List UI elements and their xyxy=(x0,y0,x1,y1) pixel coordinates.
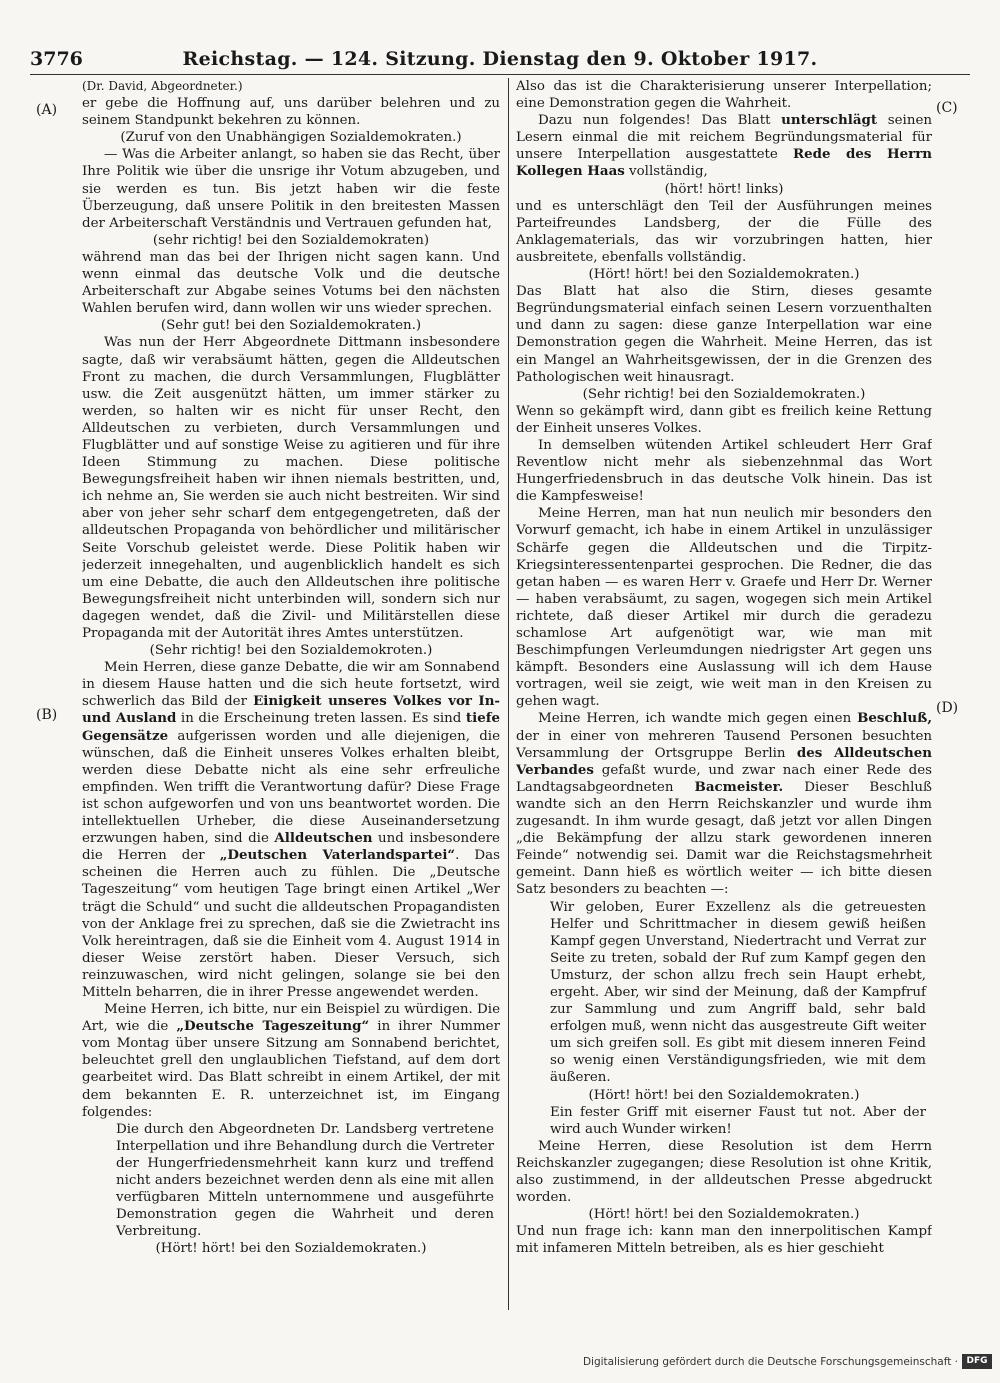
interjection: (Hört! hört! bei den Sozialdemokraten.) xyxy=(588,1087,860,1103)
interjection: (Sehr gut! bei den Sozialdemokraten.) xyxy=(160,318,422,334)
page-number: 3776 xyxy=(30,48,83,70)
text-run: Meine Herren, ich bitte, nur ein Beispiel zu würdigen. Die Art, wie die xyxy=(82,1002,500,1035)
interjection: (sehr richtig! bei den Sozialdemokraten) xyxy=(152,232,430,248)
text-run: vollständig, xyxy=(624,164,708,180)
text-run: seinen Lesern einmal die mit reichem Begründungsmaterial für unsere Interpellation ausgestattete xyxy=(516,113,932,163)
paragraph: und es unterschlägt den Teil der Ausführungen meines Parteifreundes Landsberg, der die Fülle des Anklagematerials, das wir vorzubringen hatten, hier ausbreitete, ebenfalls vollständig. xyxy=(516,198,932,265)
dfg-logo-icon: DFG xyxy=(962,1354,992,1369)
text-run: Mein Herren, diese ganze Debatte, die wir am Sonnabend in diesem Hause hatten und die sich heute fortsetzt, wird schwerlich das Bild der xyxy=(82,660,500,710)
emphasis: „Deutschen Vaterlandspartei“ xyxy=(219,847,456,864)
footer-credit: Digitalisierung gefördert durch die Deutsche Forschungsgemeinschaft · xyxy=(582,1356,958,1368)
emphasis: Alldeutschen xyxy=(274,830,373,847)
emphasis: „Deutsche Tageszeitung“ xyxy=(176,1018,370,1035)
interjection: (Sehr richtig! bei den Sozialdemokraten.) xyxy=(582,386,866,402)
paragraph: Meine Herren, man hat nun neulich mir besonders den Vorwurf gemacht, ich habe in einem Artikel in unzulässiger Schärfe gegen die Alldeutschen und die Tirpitz-Kriegsinteressentenpartei gesprochen. Die Redner, die das getan haben — es waren Herr v. Graefe und Herr Dr. Werner — haben verabsäumt, zu sagen, wogegen sich mein Artikel richtete, daß dieser Artikel mir durch die geradezu schamlose Art aufgenötigt war, wie man mit Beschimpfungen Verleumdungen niedrigster Art gegen uns kämpft. Besonders eine Auslassung will ich dem Hause vortragen, weil sie zeigt, wie weit man in den Kreisen zu gehen wagt. xyxy=(516,506,932,710)
text-run: Dieser Beschluß wandte sich an den Herrn Reichskanzler und wurde ihm zugesandt. In ihm wurde gesagt, daß jetzt vor allen Dingen „die Bekämpfung der allzu stark gewordenen inneren Feinde“ notwendig sei. Damit war die Reichstagsmehrheit gemeint. Dann hieß es wörtlich weiter — ich bitte diesen Satz besonders zu beachten —: xyxy=(516,779,932,898)
left-column xyxy=(82,78,500,1318)
text-run: Dazu nun folgendes! Das Blatt xyxy=(538,113,782,129)
interjection: (Hört! hört! bei den Sozialdemokraten.) xyxy=(588,1207,860,1223)
paragraph: In demselben wütenden Artikel schleudert Herr Graf Reventlow nicht mehr als siebenzehnmal das Wort Hungerfriedensbruch in das deutsche Volk hinein. Das ist die Kampfesweise! xyxy=(516,437,932,505)
text-run: aufgerissen worden und alle diejenigen, die wünschen, daß die Einheit unseres Volkes erhalten bleibt, werden diese Debatte nicht als eine sehr erfreuliche empfinden. Wen trifft die Verantwortung dafür? Diese Frage ist schon aufgeworfen und von uns beantwortet worden. Die intellektuellen Urheber, die diese Auseinandersetzung erzwungen haben, sind die xyxy=(82,728,500,847)
interjection: (hört! hört! links) xyxy=(664,181,784,197)
emphasis: Rede des Herrn Kollegen Haas xyxy=(516,146,932,180)
interjection: (Zuruf von den Unabhängigen Sozialdemokraten.) xyxy=(120,130,462,146)
paragraph xyxy=(516,710,932,898)
interjection: (Hört! hört! bei den Sozialdemokraten.) xyxy=(155,1241,427,1257)
text-run: und insbesondere die Herren der xyxy=(82,831,500,864)
block-quote: Die durch den Abgeordneten Dr. Landsberg vertretene Interpellation und ihre Behandlung durch die Vertreter der Hungerfriedensmehrheit kann kurz und treffend nicht anders bezeichnet werden denn als eine mit allen verfügbaren Mitteln unternommene und ausgeführte Demonstration gegen die Wahrheit und deren Verbreitung. xyxy=(116,1121,494,1240)
interjection: (Sehr richtig! bei den Sozialdemokroten.) xyxy=(149,643,433,659)
speaker-label: (Dr. David, Abgeordneter.) xyxy=(82,79,243,93)
interjection: (Hört! hört! bei den Sozialdemokraten.) xyxy=(588,267,860,283)
paragraph: — Was die Arbeiter anlangt, so haben sie das Recht, über Ihre Politik wie über die unsrige ihr Votum abzugeben, und sie werden es tun. Bis jetzt haben wir die feste Überzeugung, daß unsere Politik in den breitesten Massen der Arbeiterschaft Verständnis und Vertrauen gefunden hat, xyxy=(82,147,500,231)
margin-mark-a: (A) xyxy=(36,102,58,118)
paragraph: während man das bei der Ihrigen nicht sagen kann. Und wenn einmal das deutsche Volk und die deutsche Arbeiterschaft zur Abgabe seines Votums bei den nächsten Wahlen berufen wird, dann wollen wir uns wieder sprechen. xyxy=(82,249,500,317)
margin-mark-d: (D) xyxy=(936,700,959,716)
emphasis: Bacmeister. xyxy=(694,778,784,795)
paragraph: Das Blatt hat also die Stirn, dieses gesamte Begründungsmaterial einfach seinen Lesern vorzuenthalten und dann zu sagen: diese ganze Interpellation war eine Demonstration gegen die Wahrheit. Meine Herren, das ist ein Mangel an Wahrheitsgewissen, der in die Grenzen des Pathologischen weit hinausragt. xyxy=(516,284,932,385)
paragraph: Und nun frage ich: kann man den innerpolitischen Kampf mit infameren Mitteln betreiben, als es hier geschieht xyxy=(516,1224,932,1257)
margin-mark-b: (B) xyxy=(36,707,58,723)
page-header xyxy=(30,46,970,75)
block-quote: Ein fester Griff mit eiserner Faust tut not. Aber der wird auch Wunder wirken! xyxy=(550,1104,926,1137)
paragraph: er gebe die Hoffnung auf, uns darüber belehren und zu seinem Standpunkt bekehren zu können. xyxy=(82,96,500,129)
text-run: in ihrer Nummer vom Montag über unsere Sitzung am Sonnabend berichtet, beleuchtet grell den unglaublichen Tiefstand, auf dem dort gearbeitet wird. Das Blatt schreibt in einem Artikel, der mit dem bekannten E. R. unterzeichnet ist, im Eingang folgendes: xyxy=(82,1019,500,1120)
paragraph xyxy=(516,112,932,180)
emphasis: Einigkeit unseres Volkes vor In- und Ausland xyxy=(82,693,500,727)
margin-mark-c: (C) xyxy=(936,100,958,116)
column-divider xyxy=(508,78,509,1310)
text-run: in die Erscheinung treten lassen. Es sind xyxy=(176,711,466,727)
text-run: . Das scheinen die Herren auch zu fühlen. Die „Deutsche Tageszeitung“ vom heutigen Tage bringt einen Artikel „Wer trägt die Schuld“ und sucht die alldeutschen Propagandisten von der Anklage frei zu sprechen, daß sie die Zwietracht ins Volk hereintragen, daß sie die Einheit vom 4. August 1914 in dieser Weise zerstört haben. Dieser Versuch, sich reinzuwaschen, wird nicht gelingen, solange sie bei den Mitteln beharren, die in ihrer Presse angewendet werden. xyxy=(82,848,500,1000)
text-run: Meine Herren, ich wandte mich gegen einen xyxy=(538,711,858,727)
paragraph xyxy=(82,1001,500,1121)
paragraph: Meine Herren, diese Resolution ist dem Herrn Reichskanzler zugegangen; diese Resolution ist ohne Kritik, also zustimmend, in der alldeutschen Presse abgedruckt worden. xyxy=(516,1138,932,1206)
right-column xyxy=(516,78,932,1318)
paragraph: Also das ist die Charakterisierung unserer Interpellation; eine Demonstration gegen die Wahrheit. xyxy=(516,79,932,112)
paragraph: Wenn so gekämpft wird, dann gibt es freilich keine Rettung der Einheit unseres Volkes. xyxy=(516,403,932,436)
paragraph xyxy=(82,659,500,1001)
paragraph: Was nun der Herr Abgeordnete Dittmann insbesondere sagte, daß wir verabsäumt hätten, gegen die Alldeutschen Front zu machen, die durch Versammlungen, Flugblätter usw. die Zeit ausgenützt hätten, um immer stärker zu werden, so halten wir es nicht für unser Recht, den Alldeutschen zu verbieten, durch Versammlungen und Flugblätter und auf sonstige Weise zu agitieren und für ihre Ideen Stimmung zu machen. Diese politische Bewegungsfreiheit haben wir ihnen niemals bestritten, und, ich nehme an, Sie werden sie auch nicht bestreiten. Wir sind aber von jeher sehr scharf dem entgegengetreten, daß der alldeutschen Propaganda von behördlicher und militärischer Seite Vorschub geleistet werde. Diese Politik haben wir jederzeit innegehalten, und augenblicklich handelt es sich um eine Debatte, die auch den Alldeutschen ihre politische Bewegungsfreiheit nicht unterbinden will, sondern sich nur dagegen wendet, daß die Zivil- und Militärstellen diese Propaganda mit der Autorität ihres Amtes unterstützen. xyxy=(82,335,500,641)
emphasis: tiefe Gegensätze xyxy=(82,710,500,744)
emphasis: Beschluß, xyxy=(857,710,932,727)
text-run: gefaßt wurde, und zwar nach einer Rede des Landtagsabgeordneten xyxy=(516,762,932,795)
block-quote: Wir geloben, Eurer Exzellenz als die getreuesten Helfer und Schrittmacher in diesem gewiß heißen Kampf gegen Unverstand, Niedertracht und Verrat zur Seite zu treten, sobald der Ruf zum Kampf gegen den Umsturz, der schon allzu frech sein Haupt erhebt, ergeht. Aber, wir sind der Meinung, daß der Kampfruf zur Sammlung und zum Angriff bald, sehr bald erfolgen muß, wenn nicht das ausgestreute Gift weiter um sich greifen soll. Es gibt mit diesem inneren Feind so wenig einen Verständigungsfrieden, wie mit dem äußeren. xyxy=(550,899,926,1086)
text-run: der in einer von mehreren Tausend Personen besuchten Versammlung der Ortsgruppe Berlin xyxy=(516,728,932,761)
page-title: Reichstag. — 124. Sitzung. Dienstag den 9. Oktober 1917. xyxy=(182,48,818,70)
emphasis: unterschlägt xyxy=(781,112,878,129)
emphasis: des Alldeutschen Verbandes xyxy=(516,744,932,778)
